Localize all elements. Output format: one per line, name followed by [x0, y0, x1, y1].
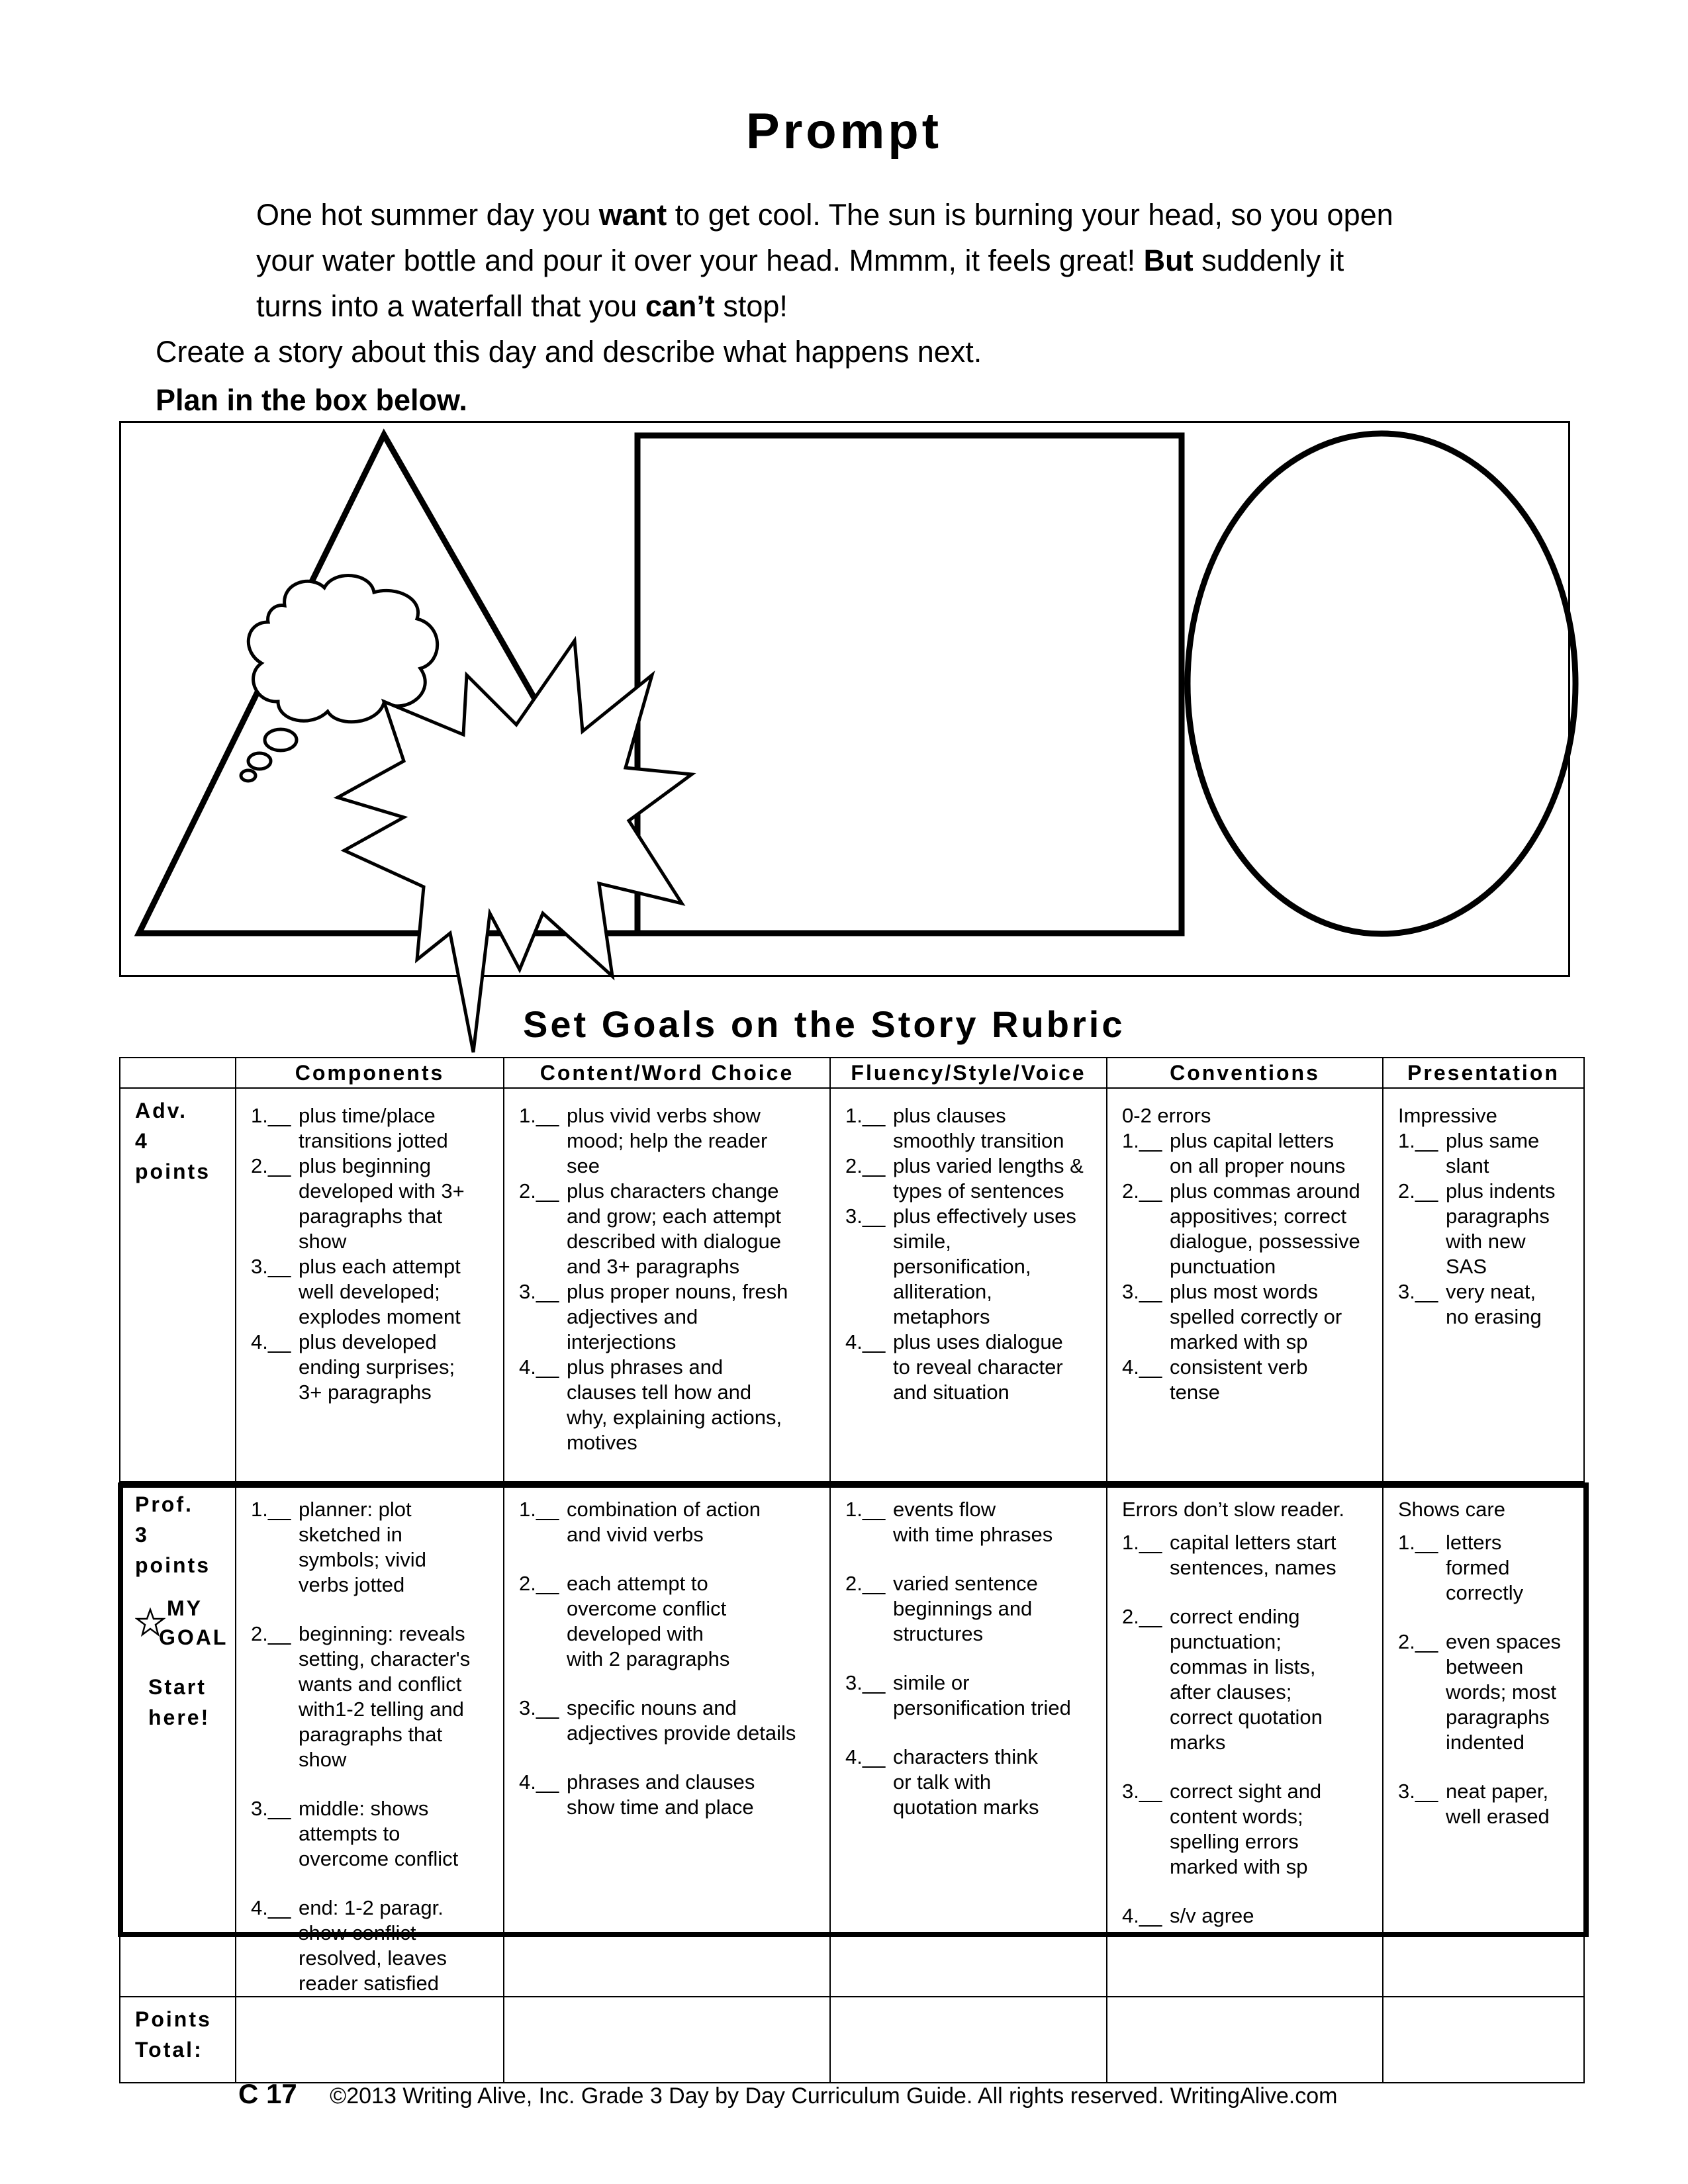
criterion-text: plus vivid verbs show mood; help the reader see	[567, 1104, 768, 1177]
rubric-cell	[504, 1482, 830, 1997]
rubric-row-advanced	[120, 1088, 1584, 1482]
criterion-item	[519, 1497, 820, 1547]
criterion-item	[845, 1571, 1097, 1647]
prompt-emphasis: can’t	[645, 289, 715, 323]
criterion-checkbox[interactable]: 1.__	[1122, 1129, 1162, 1152]
start-here	[135, 1672, 235, 1733]
level-name: Adv.	[135, 1099, 187, 1122]
criterion-text: correct ending punctuation; commas in lists, after clauses; correct quotation marks	[1170, 1605, 1323, 1754]
prompt-run: to get cool. The sun is burning your head, so you open your water bottle and pour it over your head. Mmmm, it feels great!	[256, 198, 1393, 277]
level-label	[120, 1482, 236, 1997]
criterion-checkbox[interactable]: 3.__	[251, 1255, 291, 1278]
points-input-cell[interactable]	[236, 1997, 504, 2083]
points-input-cell[interactable]	[504, 1997, 830, 2083]
criterion-checkbox[interactable]: 4.__	[251, 1896, 291, 1919]
points-input-cell[interactable]	[1383, 1997, 1584, 2083]
col-header: Presentation	[1383, 1058, 1584, 1088]
criterion-checkbox[interactable]: 1.__	[1398, 1531, 1438, 1554]
level-points: 4	[135, 1129, 149, 1153]
copyright-text: ©2013 Writing Alive, Inc. Grade 3 Day by Day Curriculum Guide. All rights reserved. WritingAlive.com	[330, 2083, 1338, 2109]
rubric-cell	[1107, 1482, 1383, 1997]
criterion-text: consistent verb tense	[1170, 1355, 1308, 1404]
criterion-text: plus each attempt well developed; explodes moment	[299, 1255, 461, 1328]
rubric-cell	[236, 1088, 504, 1482]
criterion-checkbox[interactable]: 3.__	[1398, 1780, 1438, 1803]
criterion-text: plus effectively uses simile, personification, alliteration, metaphors	[893, 1205, 1076, 1328]
criterion-checkbox[interactable]: 2.__	[1122, 1605, 1162, 1628]
criterion-text: combination of action and vivid verbs	[567, 1498, 761, 1546]
rubric-cell	[504, 1088, 830, 1482]
cell-heading: Impressive	[1398, 1104, 1497, 1127]
criterion-item	[519, 1770, 820, 1820]
rubric-cell	[830, 1482, 1107, 1997]
criterion-text: plus same slant	[1446, 1129, 1540, 1177]
criterion-checkbox[interactable]: 4.__	[519, 1770, 559, 1794]
criterion-text: capital letters start sentences, names	[1170, 1531, 1336, 1579]
points-input-cell[interactable]	[830, 1997, 1107, 2083]
criterion-checkbox[interactable]: 3.__	[1122, 1280, 1162, 1303]
criterion-text: plus varied lengths & types of sentences	[893, 1154, 1084, 1203]
plan-instruction: Plan in the box below.	[156, 383, 467, 417]
prompt-instruction: Create a story about this day and describe what happens next.	[156, 335, 982, 369]
criterion-item	[845, 1497, 1097, 1547]
criterion-item	[845, 1154, 1097, 1204]
oval-shape	[1188, 433, 1575, 934]
criterion-item	[1122, 1530, 1373, 1580]
criterion-text: plus indents paragraphs with new SAS	[1446, 1179, 1556, 1278]
criterion-item	[1122, 1355, 1373, 1405]
criterion-item	[845, 1103, 1097, 1154]
points-input-cell[interactable]	[1107, 1997, 1383, 2083]
criterion-checkbox[interactable]: 1.__	[251, 1104, 291, 1127]
criterion-item	[1398, 1629, 1574, 1755]
criterion-item	[519, 1696, 820, 1746]
page-number: C 17	[238, 2078, 297, 2109]
start-label: Start	[148, 1675, 207, 1699]
criterion-item	[1122, 1903, 1373, 1929]
goal-label: MY	[167, 1596, 203, 1620]
criterion-checkbox[interactable]: 2.__	[845, 1572, 886, 1595]
criterion-item	[845, 1330, 1097, 1405]
criterion-text: plus characters change and grow; each attempt described with dialogue and 3+ paragraphs	[567, 1179, 781, 1278]
my-goal[interactable]	[135, 1594, 235, 1652]
criterion-item	[1398, 1779, 1574, 1829]
criterion-checkbox[interactable]: 4.__	[1122, 1904, 1162, 1927]
header-blank	[120, 1058, 236, 1088]
rubric-cell	[236, 1482, 504, 1997]
criterion-checkbox[interactable]: 2.__	[1398, 1179, 1438, 1203]
criterion-item	[251, 1497, 494, 1598]
prompt-run: One hot summer day you	[256, 198, 599, 232]
criterion-checkbox[interactable]: 1.__	[1398, 1129, 1438, 1152]
criterion-item	[1122, 1279, 1373, 1355]
criterion-checkbox[interactable]: 3.__	[845, 1205, 886, 1228]
criterion-text: letters formed correctly	[1446, 1531, 1524, 1604]
criterion-checkbox[interactable]: 4.__	[845, 1330, 886, 1353]
criterion-text: specific nouns and adjectives provide details	[567, 1696, 796, 1745]
criterion-checkbox[interactable]: 2.__	[519, 1572, 559, 1595]
col-header: Components	[236, 1058, 504, 1088]
criterion-item	[845, 1204, 1097, 1330]
rubric-cell	[1383, 1482, 1584, 1997]
start-label: here!	[148, 1706, 211, 1729]
criterion-text: plus uses dialogue to reveal character and situation	[893, 1330, 1063, 1404]
criterion-item	[251, 1254, 494, 1330]
criterion-item	[1122, 1604, 1373, 1755]
level-name: Prof.	[135, 1492, 193, 1516]
prompt-run: suddenly it turns into a waterfall that you	[256, 244, 1344, 323]
cell-heading: Shows care	[1398, 1498, 1505, 1521]
level-label	[120, 1088, 236, 1482]
col-header: Conventions	[1107, 1058, 1383, 1088]
criterion-item	[251, 1330, 494, 1405]
criterion-text: plus beginning developed with 3+ paragraphs that show	[299, 1154, 465, 1253]
col-header: Content/Word Choice	[504, 1058, 830, 1088]
criterion-checkbox[interactable]: 3.__	[845, 1671, 886, 1694]
rubric-title: Set Goals on the Story Rubric	[523, 1003, 1125, 1045]
criterion-text: phrases and clauses show time and place	[567, 1770, 755, 1819]
cell-heading: 0-2 errors	[1122, 1104, 1211, 1127]
criterion-text: correct sight and content words; spelling errors marked with sp	[1170, 1780, 1322, 1878]
criterion-item	[1398, 1128, 1574, 1179]
level-points-word: points	[135, 1160, 211, 1183]
criterion-text: plus time/place transitions jotted	[299, 1104, 448, 1152]
criterion-text: plus commas around appositives; correct dialogue, possessive punctuation	[1170, 1179, 1360, 1278]
criterion-item	[845, 1670, 1097, 1721]
cell-heading: Errors don’t slow reader.	[1122, 1498, 1344, 1521]
criterion-item	[519, 1103, 820, 1179]
criterion-item	[519, 1279, 820, 1355]
criterion-text: end: 1-2 paragr. show conflict resolved, leaves reader satisfied	[299, 1896, 447, 1995]
criterion-item	[251, 1621, 494, 1772]
criterion-text: characters think or talk with quotation marks	[893, 1745, 1039, 1819]
criterion-item	[251, 1154, 494, 1254]
rubric-cell	[1383, 1088, 1584, 1482]
criterion-checkbox[interactable]: 1.__	[519, 1104, 559, 1127]
criterion-text: each attempt to overcome conflict developed with with 2 paragraphs	[567, 1572, 730, 1670]
criterion-item	[845, 1745, 1097, 1820]
criterion-text: beginning: reveals setting, character's wants and conflict with1-2 telling and paragraphs that show	[299, 1622, 471, 1771]
page-title: Prompt	[746, 103, 942, 159]
level-label	[120, 1997, 236, 2083]
criterion-item	[519, 1571, 820, 1672]
criterion-text: plus developed ending surprises; 3+ paragraphs	[299, 1330, 455, 1404]
criterion-text: s/v agree	[1170, 1904, 1254, 1927]
criterion-item	[1122, 1779, 1373, 1880]
criterion-checkbox[interactable]: 3.__	[1122, 1780, 1162, 1803]
square-shape	[637, 435, 1182, 933]
criterion-checkbox[interactable]: 2.__	[251, 1622, 291, 1645]
criterion-item	[251, 1103, 494, 1154]
criterion-text: plus most words spelled correctly or marked with sp	[1170, 1280, 1342, 1353]
criterion-item	[251, 1895, 494, 1996]
criterion-text: even spaces between words; most paragraphs indented	[1446, 1630, 1562, 1754]
criterion-item	[1398, 1530, 1574, 1606]
criterion-checkbox[interactable]: 2.__	[845, 1154, 886, 1177]
criterion-checkbox[interactable]: 2.__	[1398, 1630, 1438, 1653]
prompt-emphasis: want	[598, 198, 667, 232]
criterion-checkbox[interactable]: 3.__	[519, 1696, 559, 1719]
criterion-text: simile or personification tried	[893, 1671, 1071, 1719]
criterion-text: plus proper nouns, fresh adjectives and interjections	[567, 1280, 788, 1353]
criterion-item	[1122, 1128, 1373, 1179]
criterion-item	[251, 1796, 494, 1872]
prompt-run: stop!	[714, 289, 788, 323]
goal-label: GOAL	[159, 1625, 228, 1649]
criterion-checkbox[interactable]: 3.__	[251, 1797, 291, 1820]
rubric-header-row	[120, 1058, 1584, 1088]
criterion-item	[1398, 1279, 1574, 1330]
criterion-text: neat paper, well erased	[1446, 1780, 1550, 1828]
rubric-cell	[1107, 1088, 1383, 1482]
criterion-checkbox[interactable]: 4.__	[1122, 1355, 1162, 1379]
criterion-item	[519, 1355, 820, 1455]
total-label: Total:	[135, 2038, 203, 2062]
level-points: 3	[135, 1523, 149, 1547]
criterion-checkbox[interactable]: 1.__	[1122, 1531, 1162, 1554]
criterion-text: middle: shows attempts to overcome conflict	[299, 1797, 459, 1870]
criterion-checkbox[interactable]: 4.__	[251, 1330, 291, 1353]
col-header: Fluency/Style/Voice	[830, 1058, 1107, 1088]
criterion-checkbox[interactable]: 4.__	[845, 1745, 886, 1768]
prompt-emphasis: But	[1143, 244, 1194, 277]
criterion-item	[1122, 1179, 1373, 1279]
criterion-checkbox[interactable]: 4.__	[519, 1355, 559, 1379]
criterion-checkbox[interactable]: 2.__	[519, 1179, 559, 1203]
criterion-text: very neat, no erasing	[1446, 1280, 1542, 1328]
criterion-text: plus capital letters on all proper nouns	[1170, 1129, 1346, 1177]
footer	[238, 2078, 1337, 2110]
rubric-row-total	[120, 1997, 1584, 2083]
criterion-text: plus clauses smoothly transition	[893, 1104, 1064, 1152]
criterion-text: events flow with time phrases	[893, 1498, 1053, 1546]
criterion-checkbox[interactable]: 1.__	[251, 1498, 291, 1521]
criterion-checkbox[interactable]: 1.__	[519, 1498, 559, 1521]
criterion-checkbox[interactable]: 2.__	[1122, 1179, 1162, 1203]
criterion-text: planner: plot sketched in symbols; vivid verbs jotted	[299, 1498, 426, 1596]
criterion-checkbox[interactable]: 1.__	[845, 1498, 886, 1521]
criterion-checkbox[interactable]: 2.__	[251, 1154, 291, 1177]
story-rubric-table	[119, 1057, 1585, 2083]
criterion-text: plus phrases and clauses tell how and why, explaining actions, motives	[567, 1355, 782, 1454]
criterion-checkbox[interactable]: 1.__	[845, 1104, 886, 1127]
rubric-cell	[830, 1088, 1107, 1482]
criterion-item	[1398, 1179, 1574, 1279]
level-points-word: points	[135, 1553, 211, 1577]
criterion-checkbox[interactable]: 3.__	[519, 1280, 559, 1303]
rubric-row-proficient	[120, 1482, 1584, 1997]
criterion-item	[519, 1179, 820, 1279]
criterion-checkbox[interactable]: 3.__	[1398, 1280, 1438, 1303]
criterion-text: varied sentence beginnings and structures	[893, 1572, 1038, 1645]
total-label: Points	[135, 2007, 212, 2031]
